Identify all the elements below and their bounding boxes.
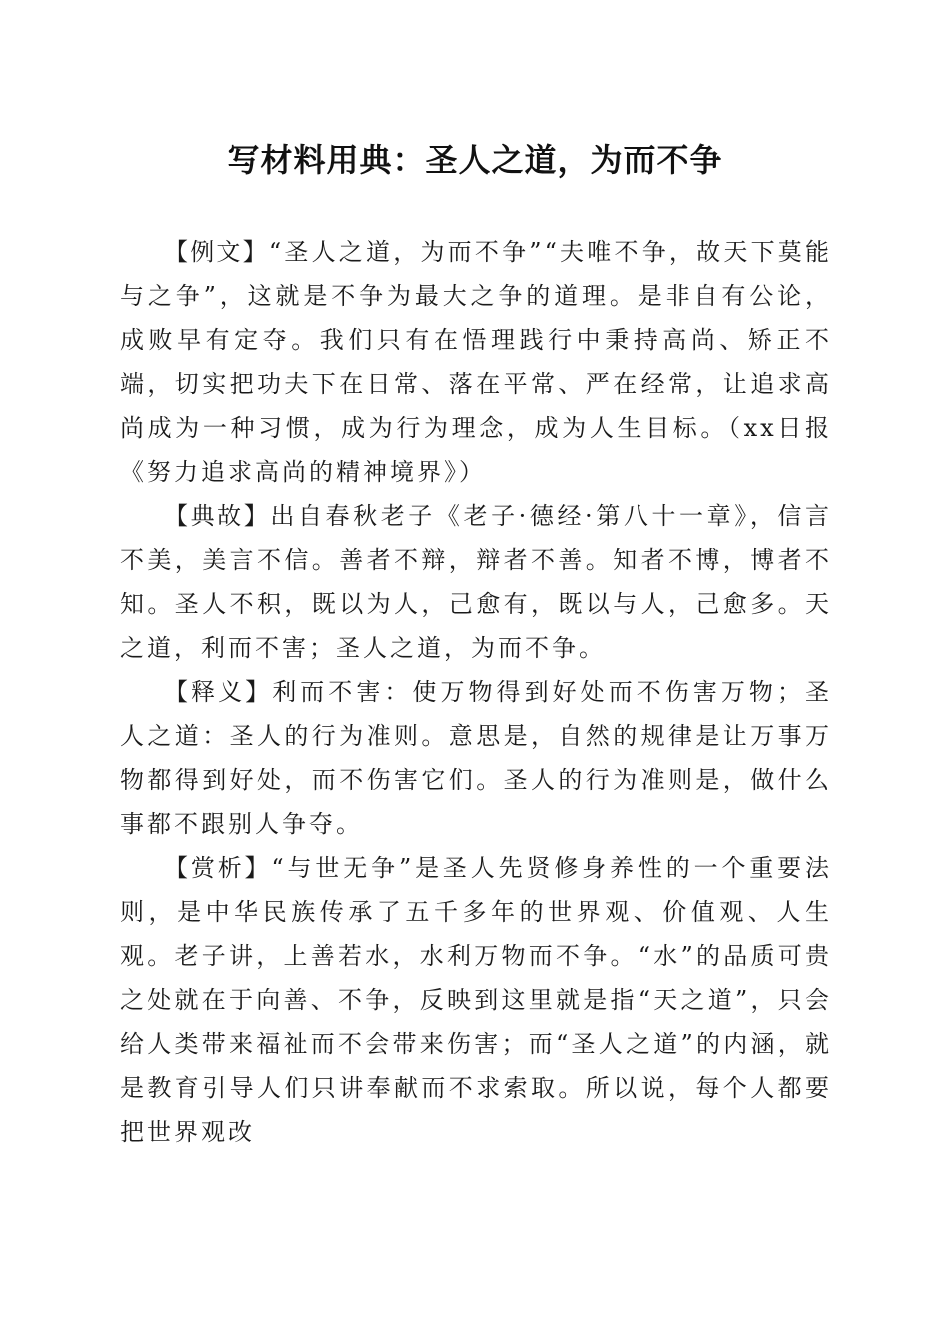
paragraph-allusion — [120, 494, 832, 670]
paragraph-text-appreciation: “与世无争”是圣人先贤修身养性的一个重要法则，是中华民族传承了五千多年的世界观、价值观、人生观。老子讲，上善若水，水利万物而不争。“水”的品质可贵之处就在于向善、不争，反映到这里就是指“天之道”，只会给人类带来福祉而不会带来伤害；而“圣人之道”的内涵，就是教育引导人们只讲奉献而不求索取。所以说，每个人都要把世界观改 — [120, 854, 833, 1146]
paragraph-label-appreciation: 【赏析】 — [164, 854, 272, 882]
paragraph-appreciation — [120, 846, 832, 1154]
paragraph-example — [120, 230, 832, 494]
paragraph-text-allusion: 出自春秋老子《老子·德经·第八十一章》，信言不美，美言不信。善者不辩，辩者不善。知者不博，博者不知。圣人不积，既以为人，己愈有，既以与人，己愈多。天之道，利而不害；圣人之道，为而不争。 — [120, 502, 832, 662]
paragraph-explanation — [120, 670, 832, 846]
document-title: 写材料用典：圣人之道，为而不争 — [227, 141, 723, 179]
paragraph-label-example: 【例文】 — [164, 238, 269, 266]
paragraph-label-explanation: 【释义】 — [164, 678, 273, 706]
paragraph-label-allusion: 【典故】 — [164, 502, 271, 530]
paragraph-text-explanation: 利而不害：使万物得到好处而不伤害万物；圣人之道：圣人的行为准则。意思是，自然的规律是让万事万物都得到好处，而不伤害它们。圣人的行为准则是，做什么事都不跟别人争夺。 — [120, 678, 833, 838]
document-body — [120, 230, 832, 1154]
paragraph-text-example: “圣人之道，为而不争”“夫唯不争，故天下莫能与之争”，这就是不争为最大之争的道理。是非自有公论，成败早有定夺。我们只有在悟理践行中秉持高尚、矫正不端，切实把功夫下在日常、落在平常、严在经常，让追求高尚成为一种习惯，成为行为理念，成为人生目标。（xx日报《努力追求高尚的精神境界》） — [120, 238, 833, 486]
